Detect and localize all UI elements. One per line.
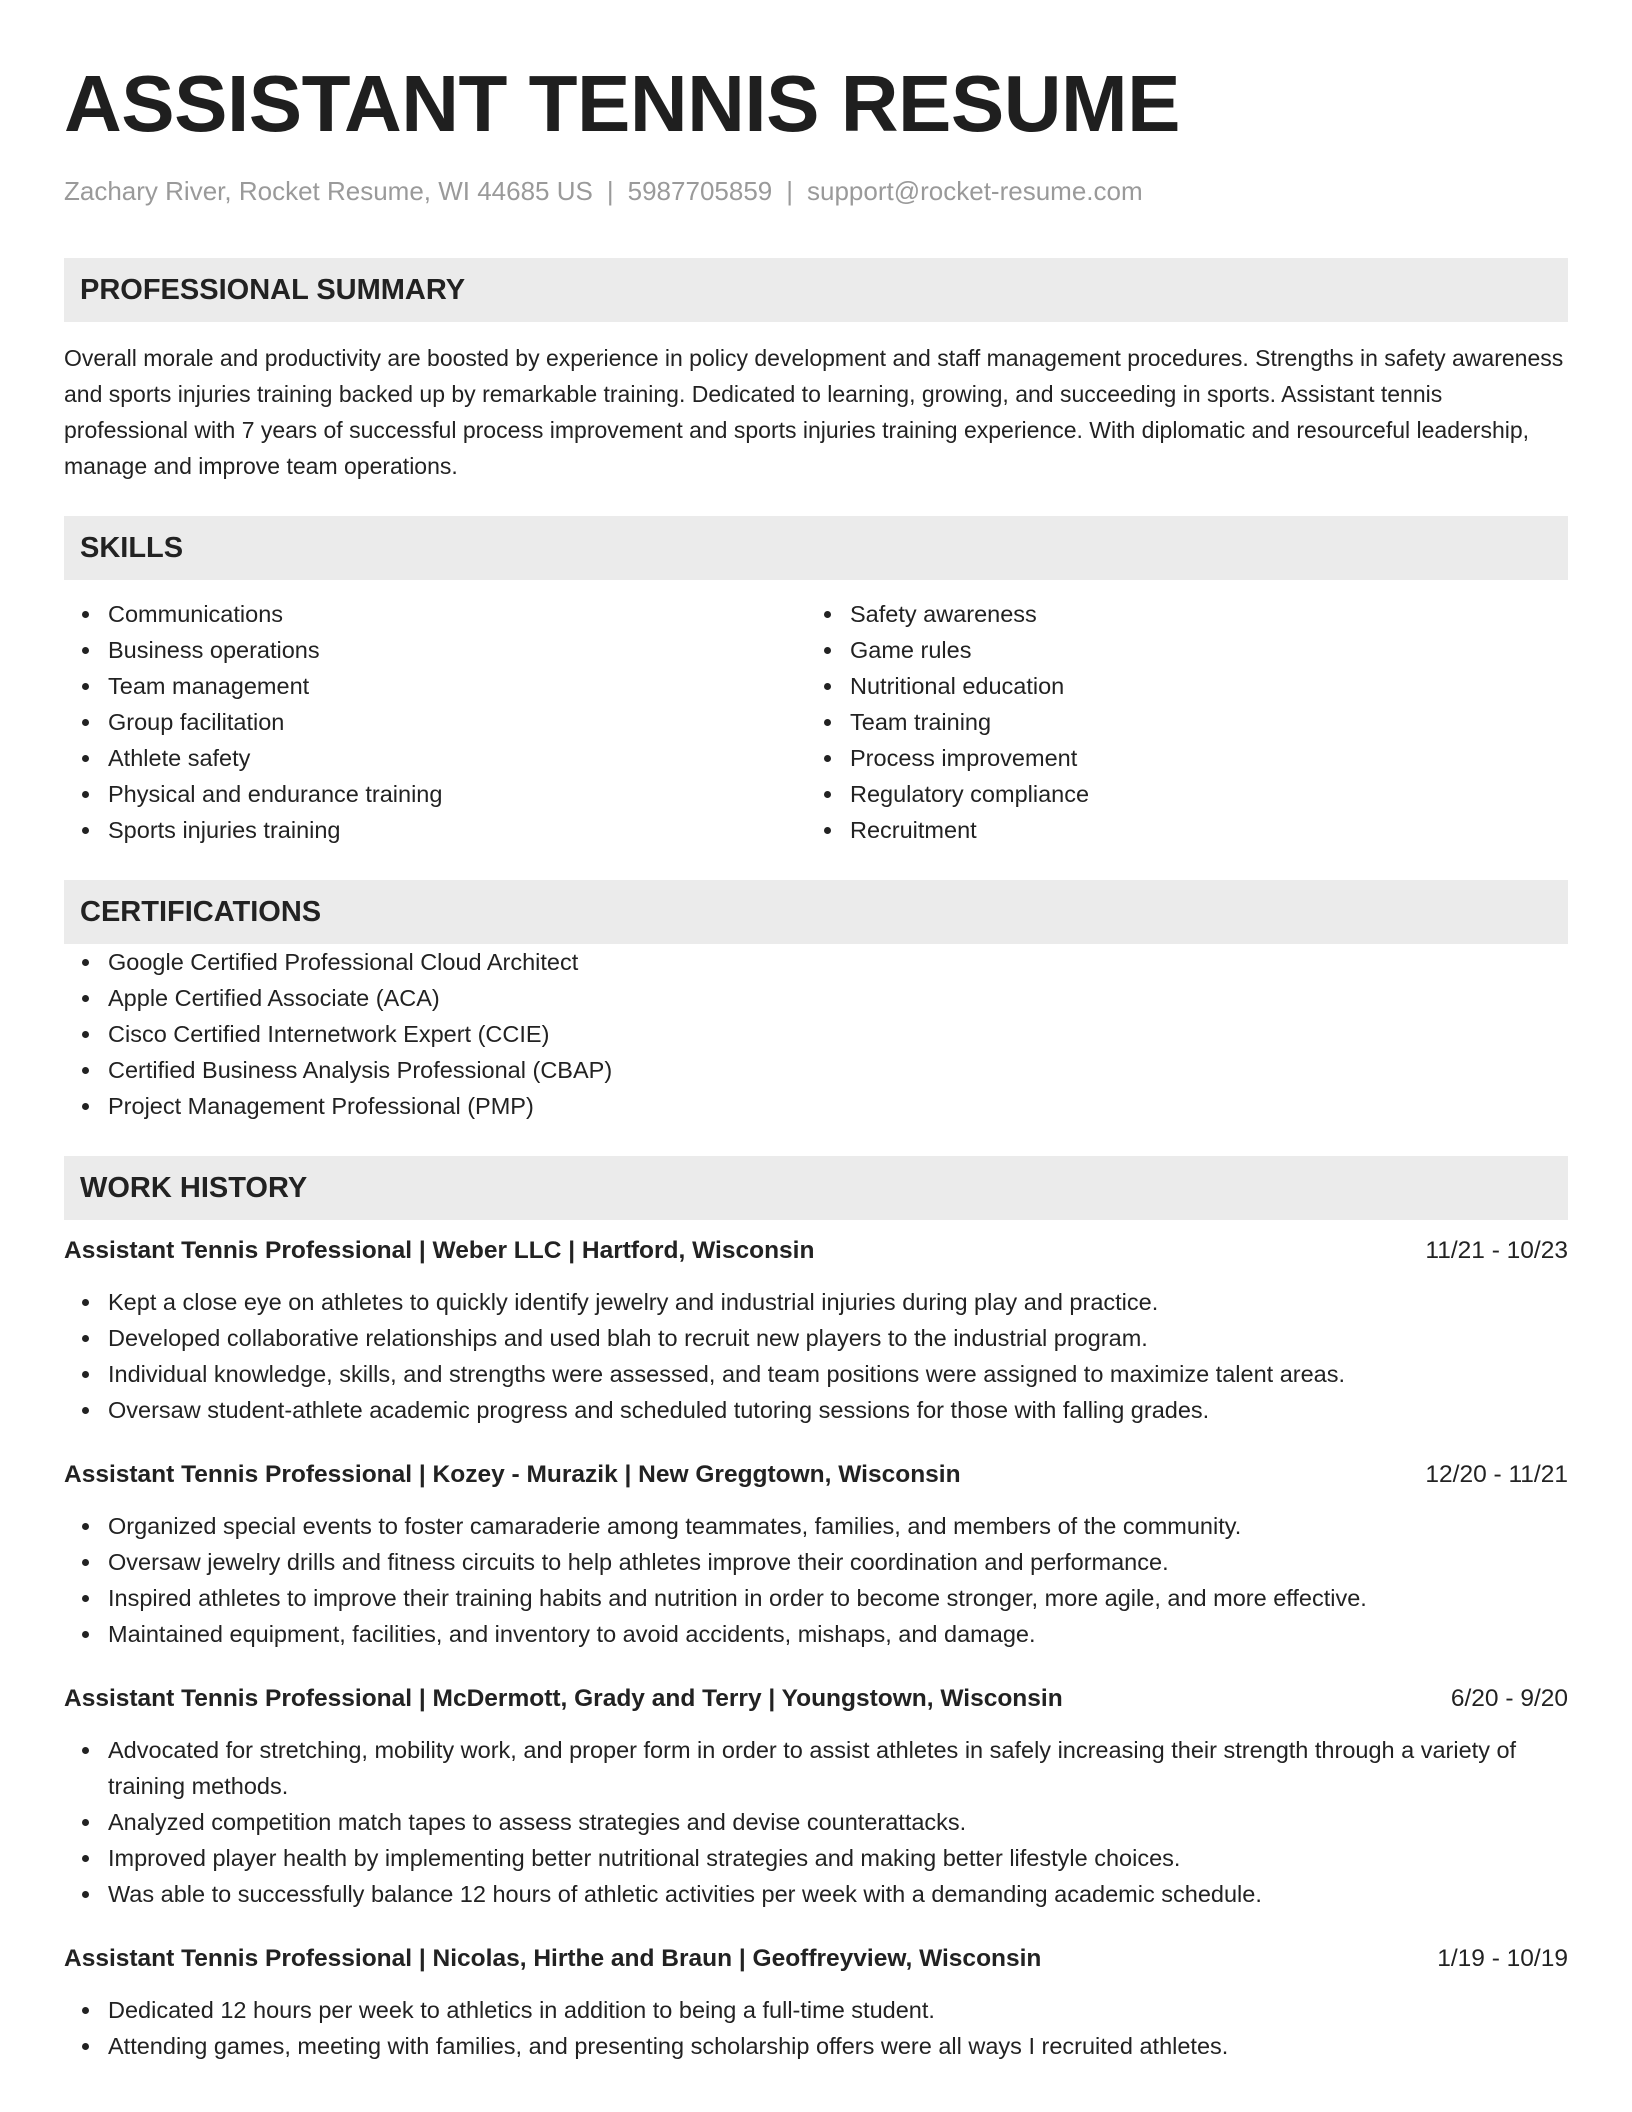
contact-separator: | bbox=[786, 176, 794, 206]
job-bullets bbox=[64, 1284, 1568, 1428]
certification-item: Project Management Professional (PMP) bbox=[64, 1088, 1568, 1124]
job-header bbox=[64, 1458, 1568, 1492]
skills-right-list bbox=[806, 596, 1548, 848]
skill-item: Regulatory compliance bbox=[806, 776, 1548, 812]
skills-left-list bbox=[64, 596, 806, 848]
skill-item: Business operations bbox=[64, 632, 806, 668]
skill-item: Game rules bbox=[806, 632, 1548, 668]
certifications-heading: CERTIFICATIONS bbox=[64, 880, 1568, 944]
job-bullet: Developed collaborative relationships and used blah to recruit new players to the industrial program. bbox=[64, 1320, 1568, 1356]
contact-separator: | bbox=[606, 176, 614, 206]
skill-item: Team management bbox=[64, 668, 806, 704]
skill-item: Sports injuries training bbox=[64, 812, 806, 848]
job-header bbox=[64, 1942, 1568, 1976]
job-bullet: Kept a close eye on athletes to quickly identify jewelry and industrial injuries during play and practice. bbox=[64, 1284, 1568, 1320]
job-dates: 6/20 - 9/20 bbox=[1450, 1685, 1568, 1712]
job-bullet: Improved player health by implementing better nutritional strategies and making better lifestyle choices. bbox=[64, 1840, 1568, 1876]
contact-line bbox=[64, 174, 1568, 208]
job-entry bbox=[64, 1234, 1568, 1428]
job-bullet: Maintained equipment, facilities, and inventory to avoid accidents, mishaps, and damage. bbox=[64, 1616, 1568, 1652]
job-bullet: Inspired athletes to improve their training habits and nutrition in order to become stronger, more agile, and more effective. bbox=[64, 1580, 1568, 1616]
job-title: Assistant Tennis Professional | McDermott, Grady and Terry | Youngstown, Wisconsin bbox=[64, 1685, 1063, 1712]
job-bullet: Attending games, meeting with families, and presenting scholarship offers were all ways I recruited athletes. bbox=[64, 2028, 1568, 2064]
skill-item: Physical and endurance training bbox=[64, 776, 806, 812]
job-dates: 11/21 - 10/23 bbox=[1425, 1237, 1568, 1264]
job-header bbox=[64, 1234, 1568, 1268]
job-bullet: Individual knowledge, skills, and strengths were assessed, and team positions were assigned to maximize talent areas. bbox=[64, 1356, 1568, 1392]
job-bullet: Organized special events to foster camaraderie among teammates, families, and members of the community. bbox=[64, 1508, 1568, 1544]
skill-item: Safety awareness bbox=[806, 596, 1548, 632]
summary-heading: PROFESSIONAL SUMMARY bbox=[64, 258, 1568, 322]
certification-item: Apple Certified Associate (ACA) bbox=[64, 980, 1568, 1016]
job-bullets bbox=[64, 1732, 1568, 1912]
skill-item: Team training bbox=[806, 704, 1548, 740]
summary-text: Overall morale and productivity are boosted by experience in policy development and staff management procedures. Strengths in safety awareness and sports injuries training backed up by remarkable training. Dedicated to learning, growing, and succeeding in sports. Assistant tennis professional with 7 years of successful process improvement and sports injuries training experience. With diplomatic and resourceful leadership, manage and improve team operations. bbox=[64, 345, 1564, 479]
job-dates: 12/20 - 11/21 bbox=[1425, 1461, 1568, 1488]
resume-page bbox=[64, 56, 1568, 2064]
certification-item: Google Certified Professional Cloud Architect bbox=[64, 944, 1568, 980]
skill-item: Athlete safety bbox=[64, 740, 806, 776]
skill-item: Process improvement bbox=[806, 740, 1548, 776]
job-title: Assistant Tennis Professional | Nicolas, Hirthe and Braun | Geoffreyview, Wisconsin bbox=[64, 1945, 1042, 1972]
job-entry bbox=[64, 1942, 1568, 2064]
job-bullet: Oversaw student-athlete academic progress and scheduled tutoring sessions for those with falling grades. bbox=[64, 1392, 1568, 1428]
job-header bbox=[64, 1682, 1568, 1716]
skill-item: Communications bbox=[64, 596, 806, 632]
certifications-list bbox=[64, 944, 1568, 1124]
certification-item: Cisco Certified Internetwork Expert (CCIE) bbox=[64, 1016, 1568, 1052]
job-bullets bbox=[64, 1992, 1568, 2064]
work-history-heading: WORK HISTORY bbox=[64, 1156, 1568, 1220]
skills-grid bbox=[64, 596, 1568, 848]
skill-item: Recruitment bbox=[806, 812, 1548, 848]
contact-phone: 5987705859 bbox=[627, 176, 773, 206]
contact-address: Zachary River, Rocket Resume, WI 44685 US bbox=[64, 176, 593, 206]
job-bullet: Dedicated 12 hours per week to athletics in addition to being a full-time student. bbox=[64, 1992, 1568, 2028]
job-dates: 1/19 - 10/19 bbox=[1437, 1945, 1568, 1972]
job-bullet: Oversaw jewelry drills and fitness circuits to help athletes improve their coordination and performance. bbox=[64, 1544, 1568, 1580]
job-bullet: Was able to successfully balance 12 hours of athletic activities per week with a demanding academic schedule. bbox=[64, 1876, 1568, 1912]
job-title: Assistant Tennis Professional | Weber LLC | Hartford, Wisconsin bbox=[64, 1237, 815, 1264]
skill-item: Nutritional education bbox=[806, 668, 1548, 704]
resume-title: ASSISTANT TENNIS RESUME bbox=[64, 59, 1180, 148]
job-bullets bbox=[64, 1508, 1568, 1652]
job-entry bbox=[64, 1458, 1568, 1652]
certification-item: Certified Business Analysis Professional (CBAP) bbox=[64, 1052, 1568, 1088]
job-title: Assistant Tennis Professional | Kozey - Murazik | New Greggtown, Wisconsin bbox=[64, 1461, 961, 1488]
job-entry bbox=[64, 1682, 1568, 1912]
skills-heading: SKILLS bbox=[64, 516, 1568, 580]
contact-email: support@rocket-resume.com bbox=[807, 176, 1143, 206]
job-bullet: Advocated for stretching, mobility work, and proper form in order to assist athletes in safely increasing their strength through a variety of training methods. bbox=[64, 1732, 1568, 1804]
job-bullet: Analyzed competition match tapes to assess strategies and devise counterattacks. bbox=[64, 1804, 1568, 1840]
skill-item: Group facilitation bbox=[64, 704, 806, 740]
